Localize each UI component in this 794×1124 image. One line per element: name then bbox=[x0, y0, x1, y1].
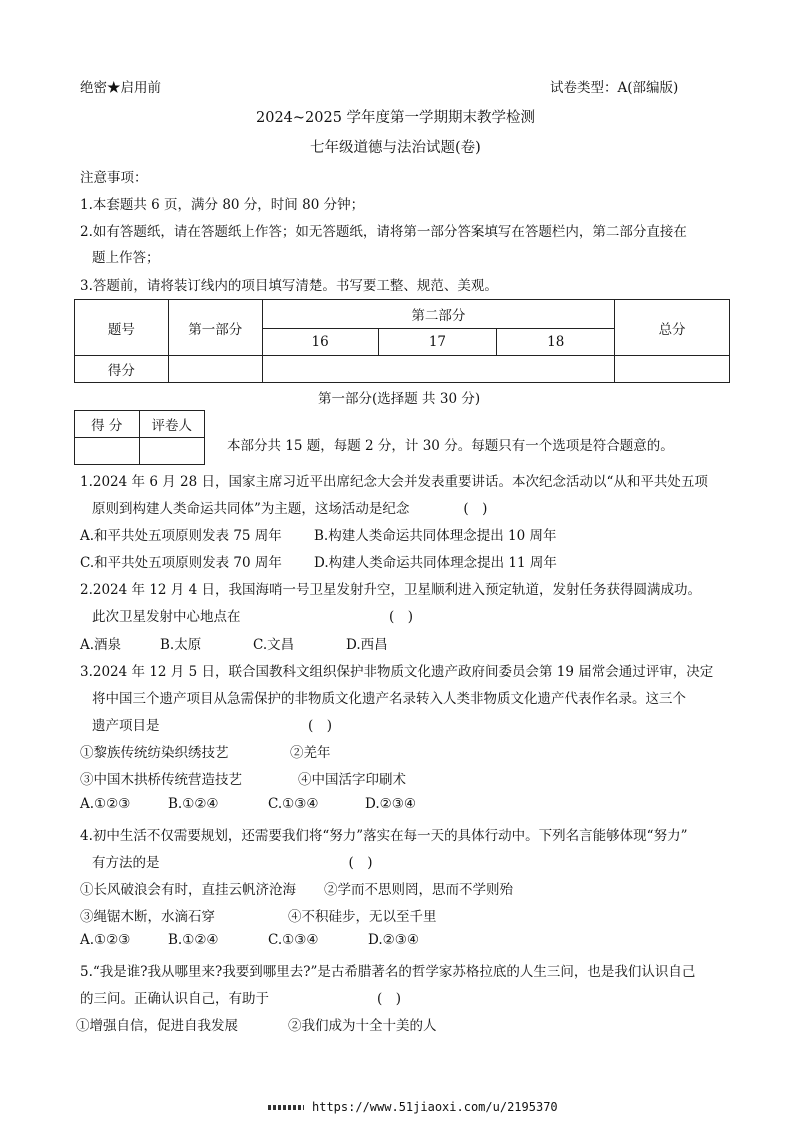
notes-heading: 注意事项： bbox=[80, 170, 148, 186]
q4-line1: 4.初中生活不仅需要规划，还需要我们将“努力”落实在每一天的具体行动中。下列名言能够体现“努力” bbox=[80, 828, 688, 844]
part2-header: 第二部分 bbox=[262, 300, 614, 329]
note-1: 1.本套题共 6 页，满分 80 分，时间 80 分钟； bbox=[80, 197, 365, 213]
q4-item-3: ③绳锯木断，水滴石穿 bbox=[80, 909, 215, 925]
score-row-label: 得分 bbox=[75, 356, 169, 383]
q17-header: 17 bbox=[378, 329, 497, 356]
q2-line2: 此次卫星发射中心地点在 ( ) bbox=[92, 609, 414, 625]
watermark-logo-icon bbox=[268, 1105, 304, 1110]
q3-item-4: ④中国活字印刷术 bbox=[298, 772, 406, 788]
confidential-label: 绝密★启用前 bbox=[80, 80, 161, 96]
part1-score-cell[interactable] bbox=[168, 356, 262, 383]
q3-line3: 遗产项目是 ( ) bbox=[92, 718, 333, 734]
grader-score-cell[interactable] bbox=[75, 438, 140, 465]
total-header: 总分 bbox=[615, 300, 730, 356]
q4-item-1: ①长风破浪会有时，直挂云帆济沧海 bbox=[80, 882, 296, 898]
grader-name-cell[interactable] bbox=[139, 438, 205, 465]
q1-option-a: A.和平共处五项原则发表 75 周年 bbox=[80, 528, 282, 544]
q1-option-c: C.和平共处五项原则发表 70 周年 bbox=[80, 555, 282, 571]
q2-option-d: D.西昌 bbox=[346, 637, 388, 653]
q1-line1: 1.2024 年 6 月 28 日，国家主席习近平出席纪念大会并发表重要讲话。本次纪念活动以“从和平共处五项 bbox=[80, 474, 708, 490]
note-2-line1: 2.如有答题纸，请在答题纸上作答；如无答题纸，请将第一部分答案填写在答题栏内，第二部分直接在 bbox=[80, 224, 687, 240]
q3-option-c: C.①③④ bbox=[268, 796, 319, 812]
q4-option-a: A.①②③ bbox=[80, 932, 131, 948]
grader-score-label: 得 分 bbox=[75, 411, 140, 438]
q4-option-d: D.②③④ bbox=[368, 932, 419, 948]
q2-option-a: A.酒泉 bbox=[80, 637, 122, 653]
col-label: 题号 bbox=[75, 300, 169, 356]
q5-item-1: ①增强自信，促进自我发展 bbox=[76, 1018, 238, 1034]
q4-item-4: ④不积硅步，无以至千里 bbox=[288, 909, 437, 925]
q4-option-b: B.①②④ bbox=[168, 932, 219, 948]
q3-option-a: A.①②③ bbox=[80, 796, 131, 812]
section1-instruction: 本部分共 15 题，每题 2 分，计 30 分。每题只有一个选项是符合题意的。 bbox=[227, 438, 674, 454]
q3-item-3: ③中国木拱桥传统营造技艺 bbox=[80, 772, 242, 788]
part1-header: 第一部分 bbox=[168, 300, 262, 356]
q2-option-b: B.太原 bbox=[160, 637, 202, 653]
note-2-line2: 题上作答； bbox=[92, 250, 160, 266]
q3-line2: 将中国三个遗产项目从急需保护的非物质文化遗产名录转入人类非物质文化遗产代表作名录。这三个 bbox=[92, 691, 686, 707]
q3-item-2: ②羌年 bbox=[290, 745, 331, 761]
q1-option-b: B.构建人类命运共同体理念提出 10 周年 bbox=[314, 528, 557, 544]
q3-item-1: ①黎族传统纺染织绣技艺 bbox=[80, 745, 229, 761]
q3-option-b: B.①②④ bbox=[168, 796, 219, 812]
exam-subtitle: 七年级道德与法治试题(卷) bbox=[310, 140, 481, 156]
grader-name-label: 评卷人 bbox=[139, 411, 205, 438]
q5-line1: 5.“我是谁?我从哪里来?我要到哪里去?”是古希腊著名的哲学家苏格拉底的人生三问，也是我们认识自己 bbox=[80, 964, 696, 980]
q4-option-c: C.①③④ bbox=[268, 932, 319, 948]
q4-line2: 有方法的是 ( ) bbox=[92, 855, 373, 871]
q1-option-d: D.构建人类命运共同体理念提出 11 周年 bbox=[314, 555, 557, 571]
score-table bbox=[74, 299, 730, 383]
footer-url[interactable]: https://www.51jiaoxi.com/u/2195370 bbox=[312, 1100, 558, 1114]
grader-box bbox=[74, 410, 205, 465]
q3-line1: 3.2024 年 12 月 5 日，联合国教科文组织保护非物质文化遗产政府间委员会第 19 届常会通过评审，决定 bbox=[80, 664, 714, 680]
note-3: 3.答题前，请将装订线内的项目填写清楚。书写要工整、规范、美观。 bbox=[80, 278, 498, 294]
paper-type-label: 试卷类型：A(部编版) bbox=[550, 80, 679, 96]
q16-header: 16 bbox=[262, 329, 378, 356]
section1-heading: 第一部分(选择题 共 30 分) bbox=[318, 391, 481, 407]
q2-line1: 2.2024 年 12 月 4 日，我国海哨一号卫星发射升空，卫星顺利进入预定轨道，发射任务获得圆满成功。 bbox=[80, 582, 701, 598]
q5-item-2: ②我们成为十全十美的人 bbox=[288, 1018, 437, 1034]
q18-header: 18 bbox=[497, 329, 615, 356]
q5-line2: 的三问。正确认识自己，有助于 ( ) bbox=[80, 991, 402, 1007]
footer-watermark bbox=[268, 1100, 558, 1114]
q3-option-d: D.②③④ bbox=[365, 796, 416, 812]
exam-title: 2024~2025 学年度第一学期期末教学检测 bbox=[256, 110, 536, 126]
q4-item-2: ②学而不思则罔，思而不学则殆 bbox=[324, 882, 513, 898]
part2-score-cell[interactable] bbox=[262, 356, 614, 383]
total-score-cell[interactable] bbox=[615, 356, 730, 383]
q1-line2: 原则到构建人类命运共同体”为主题，这场活动是纪念 ( ) bbox=[92, 501, 488, 517]
q2-option-c: C.文昌 bbox=[253, 637, 295, 653]
